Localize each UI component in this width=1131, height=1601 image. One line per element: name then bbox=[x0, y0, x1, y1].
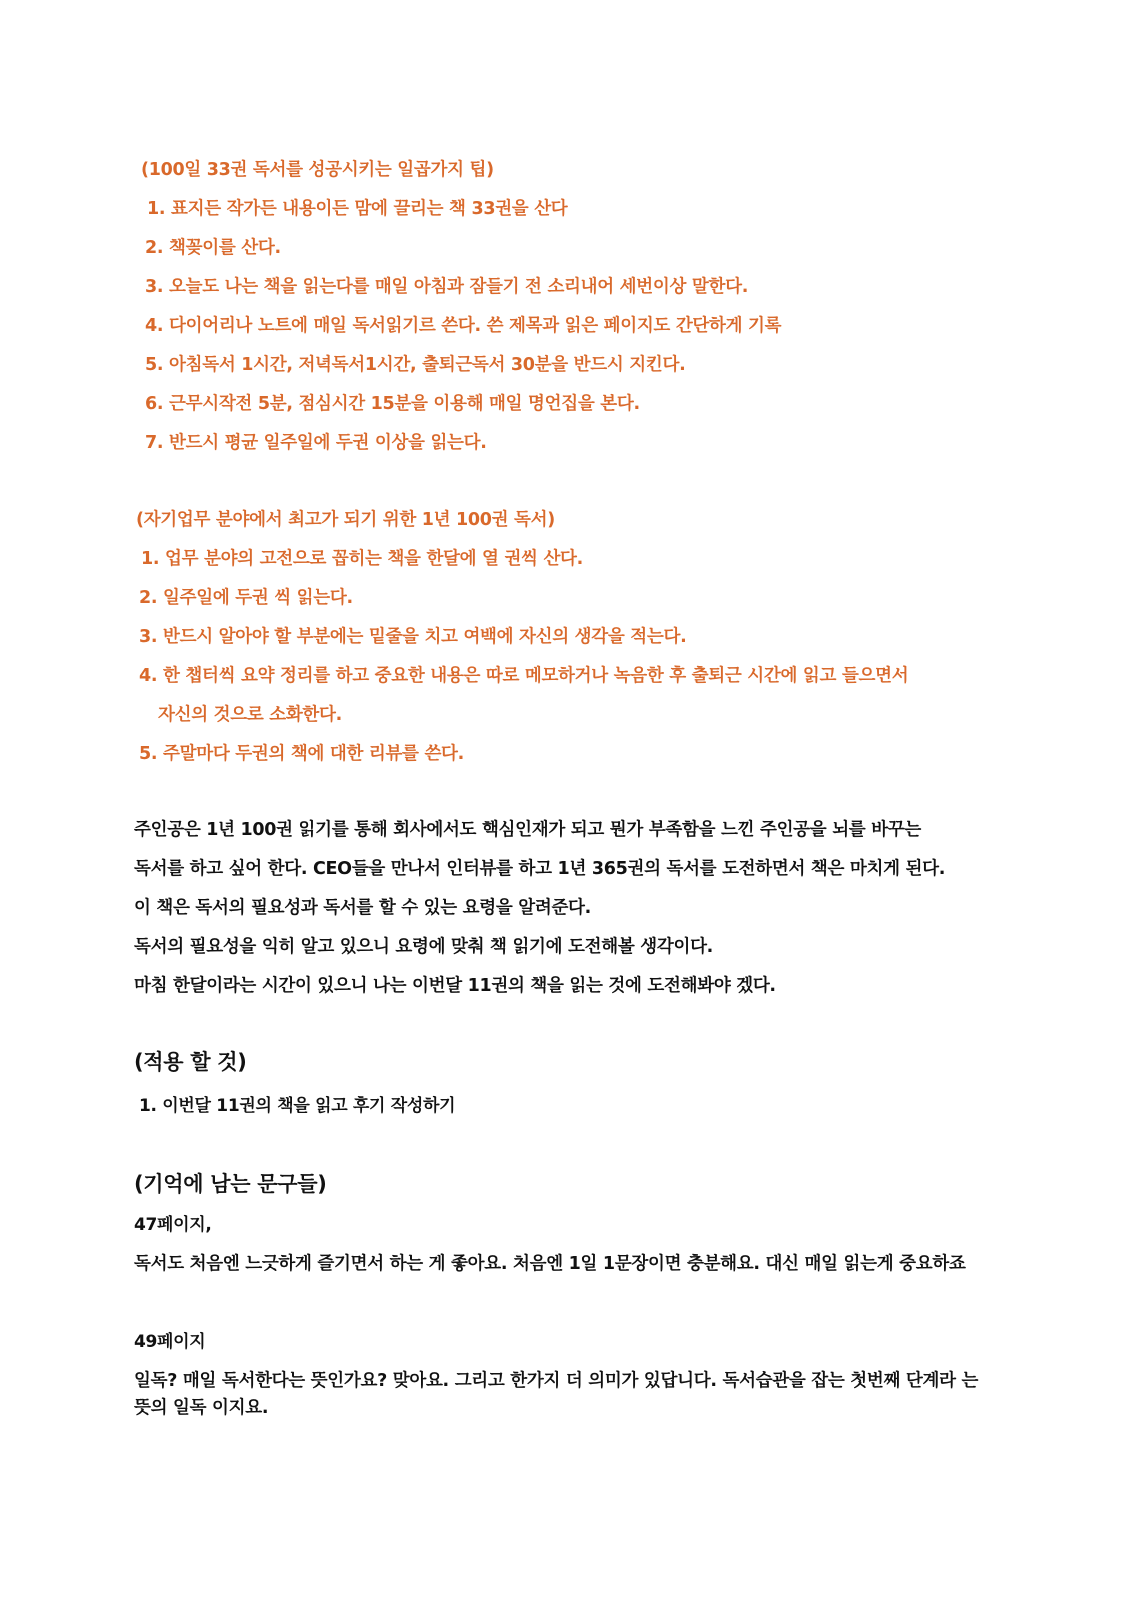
tip-item-5: 5. 아침독서 1시간, 저녁독서1시간, 출퇴근독서 30분을 반드시 지킨다. bbox=[145, 355, 686, 375]
goal-item-1: 1. 업무 분야의 고전으로 꼽히는 책을 한달에 열 권씩 산다. bbox=[141, 549, 584, 569]
quote-text-47: 독서도 처음엔 느긋하게 즐기면서 하는 게 좋아요. 처음엔 1일 1문장이면 충분해요. 대신 매일 읽는게 중요하죠 bbox=[134, 1254, 966, 1274]
summary-line-5: 마침 한달이라는 시간이 있으니 나는 이번달 11권의 책을 읽는 것에 도전해봐야 겠다. bbox=[134, 976, 776, 996]
quote-page-47: 47페이지, bbox=[134, 1215, 212, 1235]
tip-item-2: 2. 책꽂이를 산다. bbox=[145, 238, 281, 258]
goal-item-4: 4. 한 챕터씩 요약 정리를 하고 중요한 내용은 따로 메모하거나 녹음한 후 출퇴근 시간에 읽고 들으면서 bbox=[139, 666, 909, 686]
section-goal-heading: (자기업무 분야에서 최고가 되기 위한 1년 100권 독서) bbox=[136, 510, 555, 530]
quote-text-49: 일독? 매일 독서한다는 뜻인가요? 맞아요. 그리고 한가지 더 의미가 있답니다. 독서습관을 잡는 첫번째 단계라 는 뜻의 일독 이지요. bbox=[134, 1371, 979, 1418]
summary-line-2: 독서를 하고 싶어 한다. CEO들을 만나서 인터뷰를 하고 1년 365권의 독서를 도전하면서 책은 마치게 된다. bbox=[134, 859, 946, 879]
apply-heading: (적용 할 것) bbox=[134, 1050, 247, 1074]
tip-item-4: 4. 다이어리나 노트에 매일 독서읽기르 쓴다. 쓴 제목과 읽은 페이지도 간단하게 기록 bbox=[145, 316, 782, 336]
quote-page-49: 49페이지 bbox=[134, 1332, 206, 1352]
tip-item-7: 7. 반드시 평균 일주일에 두권 이상을 읽는다. bbox=[145, 433, 487, 453]
tip-item-6: 6. 근무시작전 5분, 점심시간 15분을 이용해 매일 명언집을 본다. bbox=[145, 394, 640, 414]
goal-item-5: 5. 주말마다 두권의 책에 대한 리뷰를 쓴다. bbox=[139, 744, 465, 764]
tip-item-3: 3. 오늘도 나는 책을 읽는다를 매일 아침과 잠들기 전 소리내어 세번이상 말한다. bbox=[145, 277, 749, 297]
goal-item-4-continuation: 자신의 것으로 소화한다. bbox=[158, 705, 342, 725]
tip-item-1: 1. 표지든 작가든 내용이든 맘에 끌리는 책 33권을 산다 bbox=[147, 199, 568, 219]
goal-item-3: 3. 반드시 알아야 할 부분에는 밑줄을 치고 여백에 자신의 생각을 적는다. bbox=[139, 627, 687, 647]
summary-line-1: 주인공은 1년 100권 읽기를 통해 회사에서도 핵심인재가 되고 뭔가 부족함을 느낀 주인공을 뇌를 바꾸는 bbox=[134, 820, 922, 840]
quotes-heading: (기억에 남는 문구들) bbox=[134, 1172, 327, 1196]
goal-item-2: 2. 일주일에 두권 씩 읽는다. bbox=[139, 588, 353, 608]
summary-line-3: 이 책은 독서의 필요성과 독서를 할 수 있는 요령을 알려준다. bbox=[134, 898, 591, 918]
apply-item-1: 1. 이번달 11권의 책을 읽고 후기 작성하기 bbox=[139, 1096, 456, 1116]
section-tips-heading: (100일 33권 독서를 성공시키는 일곱가지 팁) bbox=[141, 160, 494, 180]
summary-line-4: 독서의 필요성을 익히 알고 있으니 요령에 맞춰 책 읽기에 도전해볼 생각이다. bbox=[134, 937, 714, 957]
